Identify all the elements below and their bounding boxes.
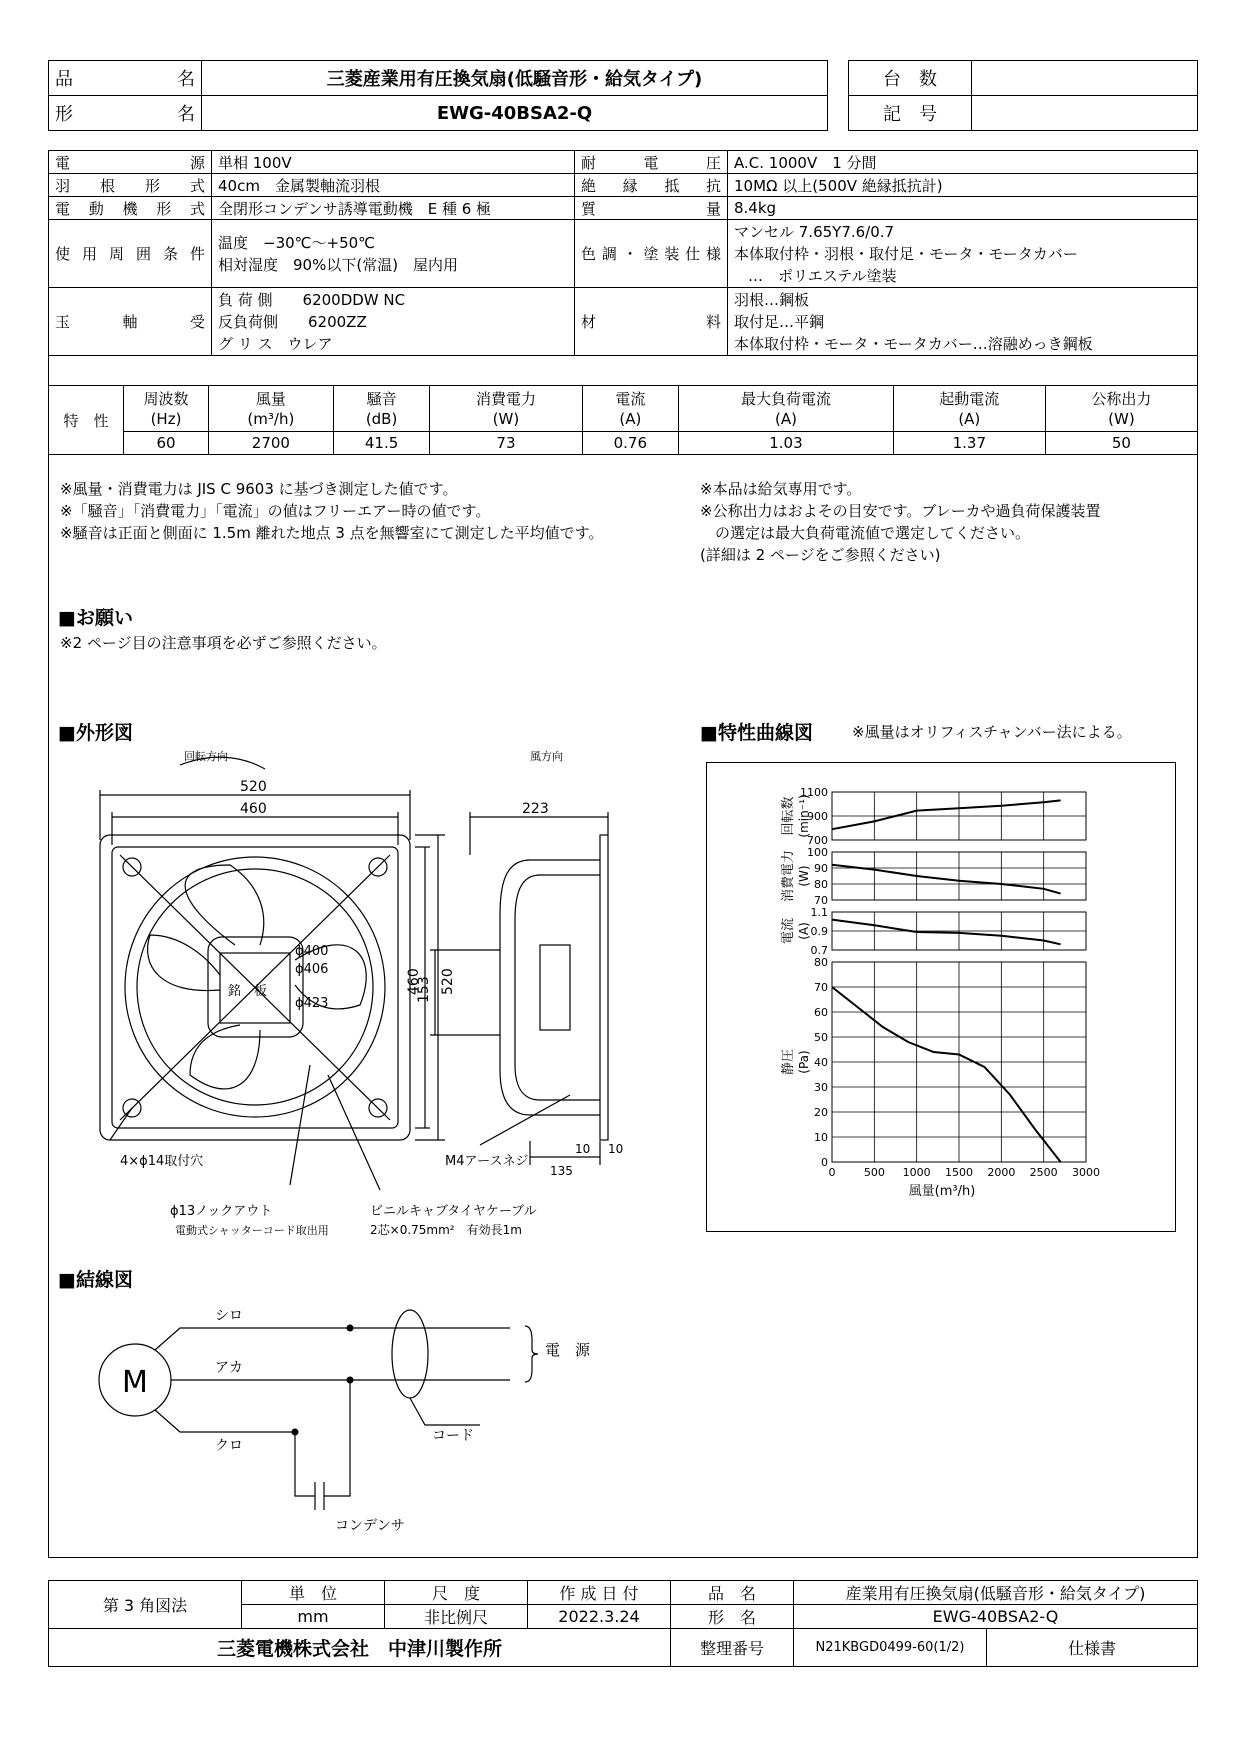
x-tick-label: 1500 <box>945 1166 973 1179</box>
note-line: の選定は最大負荷電流値で選定してください。 <box>700 524 1031 542</box>
note-line: ※本品は給気専用です。 <box>700 480 862 498</box>
char-header <box>333 386 430 432</box>
y-tick-label: 20 <box>814 1106 828 1119</box>
dim-10b: 10 <box>608 1142 624 1156</box>
char-value: 2700 <box>209 432 334 455</box>
wire-white-label: シロ <box>215 1308 243 1324</box>
spec-value-color <box>728 220 1198 288</box>
char-header-unit: (A) <box>619 409 642 428</box>
char-header-unit: (A) <box>958 409 981 428</box>
x-tick-label: 2000 <box>987 1166 1016 1179</box>
dia-406: ϕ406 <box>295 962 329 977</box>
y-tick-label: 0.7 <box>810 944 828 957</box>
char-header-unit: (Hz) <box>150 409 182 428</box>
y-tick-label: 10 <box>814 1131 828 1144</box>
blade <box>148 935 220 991</box>
ref-label: 整理番号 <box>671 1629 794 1667</box>
motor-label: M <box>122 1365 148 1400</box>
model-value: EWG-40BSA2-Q <box>202 96 828 131</box>
chart-note: ※風量はオリフィスチャンバー法による。 <box>852 723 1132 741</box>
name-label: 品 名 <box>671 1581 794 1605</box>
wiring-diagram <box>60 1290 660 1540</box>
series-line <box>832 865 1061 894</box>
capacitor-label: コンデンサ <box>335 1518 405 1534</box>
y-axis-label: 電流 <box>781 917 796 945</box>
char-header-name: 最大負荷電流 <box>740 389 831 408</box>
y-tick-label: 80 <box>814 878 828 891</box>
note-line: ※風量・消費電力は JIS C 9603 に基づき測定した値です。 <box>60 480 458 498</box>
color-line: 本体取付枠・羽根・取付足・モータ・モータカバー <box>734 244 1078 263</box>
date-value: 2022.3.24 <box>528 1605 671 1629</box>
outline-drawing <box>60 745 700 1255</box>
x-tick-label: 3000 <box>1072 1166 1100 1179</box>
spec-table <box>48 150 1198 356</box>
request-title: ■お願い <box>58 607 133 629</box>
spec-value-insulation: 10MΩ 以上(500V 絶縁抵抗計) <box>728 174 1198 197</box>
y-tick-label: 0 <box>821 1156 828 1169</box>
y-axis-unit: (A) <box>797 922 811 940</box>
nameplate-label: 銘 板 <box>228 984 268 999</box>
cable-label: ビニルキャブタイヤケーブル <box>370 1204 537 1219</box>
y-tick-label: 30 <box>814 1081 828 1094</box>
header-right-table <box>848 60 1198 131</box>
char-header-name: 電流 <box>615 389 646 408</box>
y-tick-label: 60 <box>814 1006 828 1019</box>
spec-label-material: 材料 <box>575 288 728 356</box>
cord-label: コード <box>432 1428 474 1444</box>
char-header <box>1045 386 1197 432</box>
spec-label-blade: 羽根形式 <box>49 174 212 197</box>
y-tick-label: 900 <box>807 810 828 823</box>
doc-type: 仕様書 <box>987 1629 1198 1667</box>
product-name-label: 品 名 <box>49 61 202 96</box>
dim-520-side: 520 <box>440 968 456 995</box>
footer-table <box>48 1580 1198 1667</box>
bearing-line: 負 荷 側 6200DDW NC <box>218 290 406 309</box>
x-axis-label: 風量(m³/h) <box>908 1184 976 1199</box>
char-header-unit: (A) <box>774 409 797 428</box>
model-value-footer: EWG-40BSA2-Q <box>794 1605 1198 1629</box>
chart-title: ■特性曲線図 <box>700 722 813 744</box>
spec-value-usage <box>212 220 575 288</box>
dim-153: 153 <box>416 976 432 1003</box>
blade <box>190 1025 260 1089</box>
dim-135: 135 <box>550 1164 573 1178</box>
series-line <box>832 920 1061 945</box>
notes-right <box>700 478 1100 566</box>
quantity-value <box>972 61 1198 96</box>
char-header-name: 公称出力 <box>1091 389 1152 408</box>
company: 三菱電機株式会社 中津川製作所 <box>49 1629 671 1667</box>
char-header-name: 風量 <box>255 389 286 408</box>
material-line: 本体取付枠・モータ・モータカバー…溶融めっき鋼板 <box>734 334 1093 353</box>
y-tick-label: 1100 <box>800 786 828 799</box>
color-line: … ポリエステル塗装 <box>748 266 897 285</box>
y-tick-label: 0.9 <box>810 925 828 938</box>
char-header-name: 消費電力 <box>475 389 536 408</box>
y-tick-label: 90 <box>814 862 828 875</box>
y-axis-label: 回転数 <box>781 796 796 836</box>
char-header-unit: (dB) <box>365 409 398 428</box>
series-line <box>832 800 1061 829</box>
char-header-name: 起動電流 <box>939 389 1000 408</box>
characteristic-chart <box>706 762 1176 1232</box>
y-axis-unit: (min⁻¹) <box>797 794 811 838</box>
char-header-unit: (W) <box>1108 409 1135 428</box>
char-header <box>582 386 679 432</box>
char-header <box>430 386 582 432</box>
wiring-title: ■結線図 <box>58 1269 133 1291</box>
char-header <box>893 386 1045 432</box>
rotation-label: 回転方向 <box>184 750 228 763</box>
characteristics-table <box>48 385 1198 455</box>
material-line: 羽根…鋼板 <box>734 290 810 309</box>
holes-label: 4×ϕ14取付穴 <box>120 1154 204 1169</box>
char-header-unit: (W) <box>492 409 520 428</box>
unit-value: mm <box>242 1605 385 1629</box>
dia-423: ϕ423 <box>295 996 329 1011</box>
airflow-label: 風方向 <box>530 750 563 763</box>
x-tick-label: 0 <box>828 1166 836 1179</box>
usage-line: 温度 −30℃～+50℃ <box>218 233 376 252</box>
dim-10a: 10 <box>575 1142 591 1156</box>
y-tick-label: 70 <box>814 894 828 907</box>
char-header-name: 周波数 <box>143 389 189 408</box>
y-axis-unit: (Pa) <box>797 1050 811 1074</box>
char-header-name: 騒音 <box>366 389 397 408</box>
bearing-line: 反負荷側 6200ZZ <box>218 312 367 331</box>
y-axis-label: 静圧 <box>781 1048 796 1076</box>
note-line: ※騒音は正面と側面に 1.5m 離れた地点 3 点を無響室にて測定した平均値です。 <box>60 524 604 542</box>
char-header <box>209 386 334 432</box>
material-line: 取付足…平鋼 <box>734 312 825 331</box>
header-table <box>48 60 828 131</box>
note-line: (詳細は 2 ページをご参照ください) <box>700 546 941 564</box>
y-axis-label: 消費電力 <box>781 849 796 903</box>
dia-400: ϕ400 <box>295 944 329 959</box>
spec-value-power: 単相 100V <box>212 151 575 174</box>
color-line: マンセル 7.65Y7.6/0.7 <box>734 222 895 241</box>
char-value: 60 <box>124 432 209 455</box>
x-tick-label: 500 <box>863 1166 885 1179</box>
date-label: 作 成 日 付 <box>528 1581 671 1605</box>
char-value: 73 <box>430 432 582 455</box>
unit-label: 単 位 <box>242 1581 385 1605</box>
y-tick-label: 100 <box>807 846 828 859</box>
spec-label-bearing: 玉軸受 <box>49 288 212 356</box>
char-value: 41.5 <box>333 432 430 455</box>
char-header <box>124 386 209 432</box>
cord-clamp <box>392 1310 428 1398</box>
scale-label: 尺 度 <box>385 1581 528 1605</box>
x-tick-label: 2500 <box>1029 1166 1058 1179</box>
bearing-line: グ リ ス ウレア <box>218 334 333 353</box>
y-tick-label: 50 <box>814 1031 828 1044</box>
dim-460-top: 460 <box>240 801 267 817</box>
y-tick-label: 80 <box>814 956 828 969</box>
spec-label-motor: 電動機形式 <box>49 197 212 220</box>
spec-value-bearing <box>212 288 575 356</box>
spec-value-blade: 40cm 金属製軸流羽根 <box>212 174 575 197</box>
symbol-label: 記 号 <box>849 96 972 131</box>
projection: 第 3 角図法 <box>49 1581 242 1629</box>
x-tick-label: 1000 <box>902 1166 931 1179</box>
spec-label-power: 電源 <box>49 151 212 174</box>
ref-value: N21KBGD0499-60(1/2) <box>794 1629 987 1667</box>
knockout-label: ϕ13ノックアウト <box>170 1204 273 1219</box>
usage-line: 相対湿度 90%以下(常温) 屋内用 <box>218 255 459 274</box>
model-label: 形 名 <box>49 96 202 131</box>
char-header <box>679 386 894 432</box>
model-label-footer: 形 名 <box>671 1605 794 1629</box>
y-tick-label: 70 <box>814 981 828 994</box>
outline-title: ■外形図 <box>58 722 133 744</box>
notes-left <box>60 478 603 544</box>
wire-red-label: アカ <box>215 1360 243 1376</box>
request-text: ※2 ページ目の注意事項を必ずご参照ください。 <box>60 634 387 652</box>
spec-value-mass: 8.4kg <box>728 197 1198 220</box>
dim-520-top: 520 <box>240 779 267 795</box>
y-axis-unit: (W) <box>797 865 811 887</box>
symbol-value <box>972 96 1198 131</box>
spec-label-insulation: 絶縁抵抗 <box>575 174 728 197</box>
wire-black-label: クロ <box>215 1438 243 1454</box>
spec-value-motor: 全閉形コンデンサ誘導電動機 E 種 6 極 <box>212 197 575 220</box>
blade <box>185 865 264 945</box>
note-line: ※「騒音」「消費電力」「電流」の値はフリーエアー時の値です。 <box>60 502 491 520</box>
quantity-label: 台 数 <box>849 61 972 96</box>
char-value: 1.37 <box>893 432 1045 455</box>
note-line: ※公称出力はおよその目安です。ブレーカや過負荷保護装置 <box>700 502 1101 520</box>
spec-value-withstand: A.C. 1000V 1 分間 <box>728 151 1198 174</box>
earth-screw-label: M4アースネジ <box>445 1154 529 1169</box>
char-value: 50 <box>1045 432 1197 455</box>
name-value: 産業用有圧換気扇(低騒音形・給気タイプ) <box>794 1581 1198 1605</box>
spec-label-mass: 質量 <box>575 197 728 220</box>
series-line <box>832 987 1061 1162</box>
char-value: 0.76 <box>582 432 679 455</box>
spec-label-color: 色調・塗装仕様 <box>575 220 728 288</box>
scale-value: 非比例尺 <box>385 1605 528 1629</box>
y-tick-label: 1.1 <box>810 906 828 919</box>
product-name: 三菱産業用有圧換気扇(低騒音形・給気タイプ) <box>202 61 828 96</box>
shutter-cord-label: 電動式シャッターコード取出用 <box>175 1224 329 1237</box>
spec-label-usage: 使用周囲条件 <box>49 220 212 288</box>
y-tick-label: 700 <box>807 834 828 847</box>
cable-spec: 2芯×0.75mm² 有効長1m <box>370 1223 522 1237</box>
char-value: 1.03 <box>679 432 894 455</box>
dim-223: 223 <box>522 801 549 817</box>
char-header-unit: (m³/h) <box>247 409 295 428</box>
power-label: 電 源 <box>545 1341 591 1359</box>
dim-460-side: 460 <box>406 968 422 995</box>
char-label: 特 性 <box>49 386 124 455</box>
spec-label-withstand: 耐電圧 <box>575 151 728 174</box>
spec-value-material <box>728 288 1198 356</box>
y-tick-label: 40 <box>814 1056 828 1069</box>
